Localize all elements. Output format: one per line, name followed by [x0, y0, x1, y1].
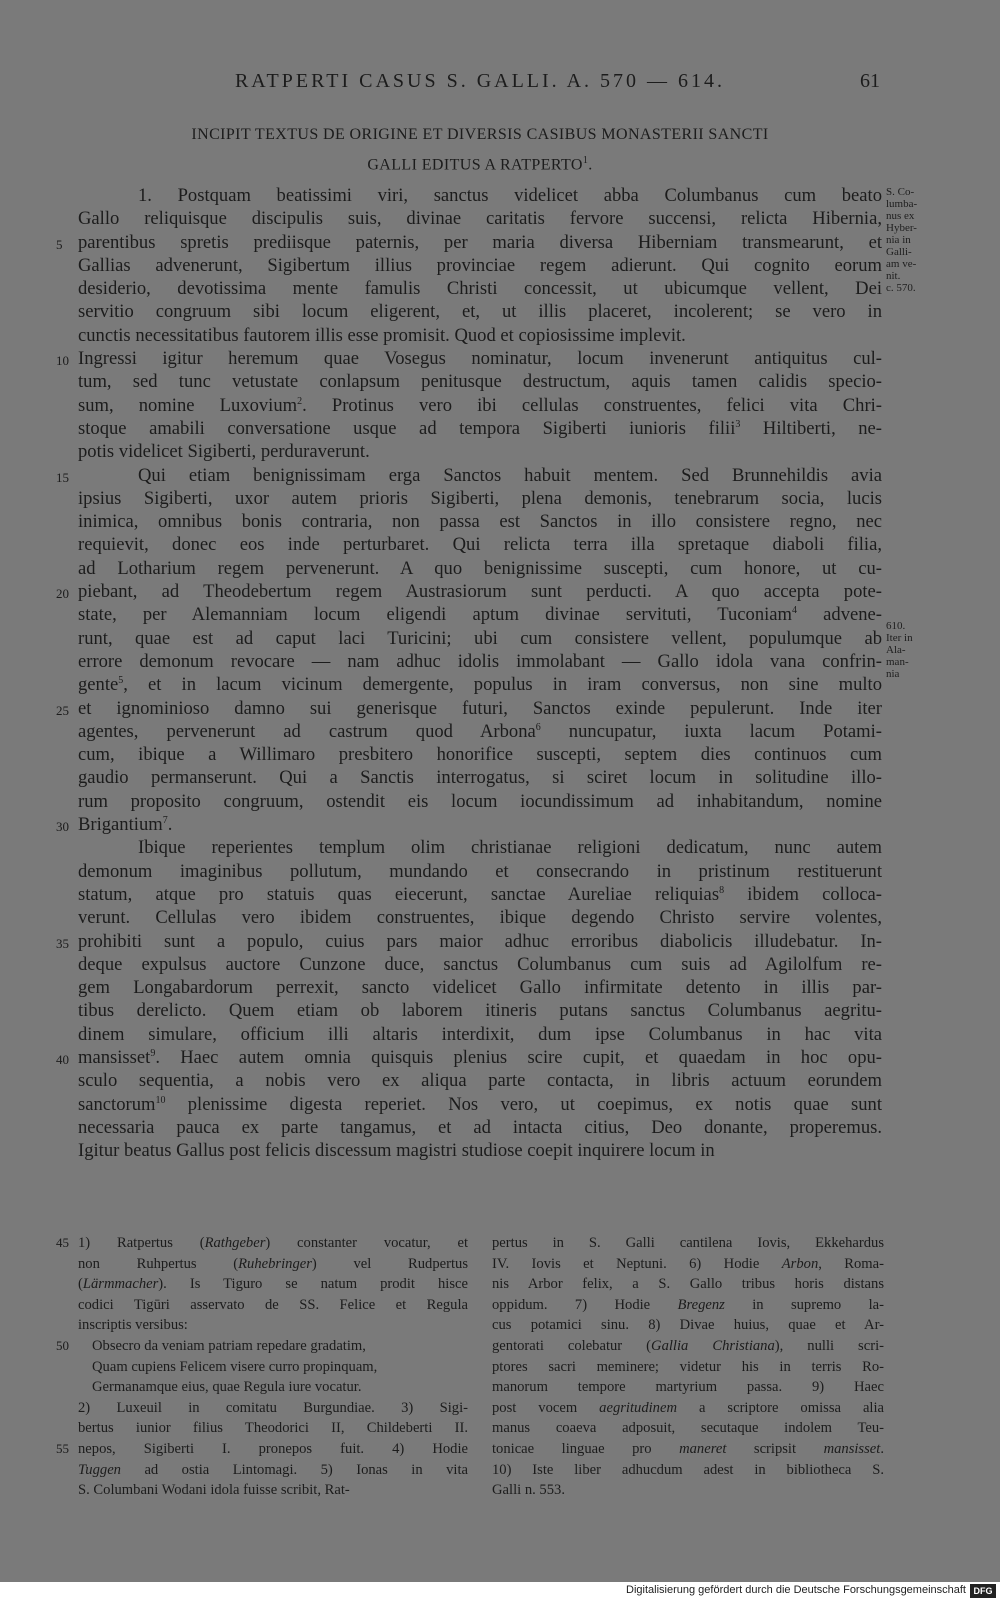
footnote-line [78, 1398, 468, 1419]
text-line [78, 720, 882, 743]
text-segment: inscriptis versibus: [78, 1317, 188, 1334]
text-line [78, 673, 882, 696]
text-segment: manus coaeva adposuit, secutaque indolem Teu- [492, 1420, 884, 1437]
footnote-ref: 9 [150, 1047, 156, 1059]
text-segment: runt, quae est ad caput laci Turicini; ubi cum consistere vellent, populumque ab [78, 627, 882, 649]
text-line [78, 860, 882, 883]
text-line [78, 580, 882, 603]
text-segment: servitio congruum sibi locum eligerent, et, ut illis placeret, incolerent; se vero in [78, 301, 882, 323]
text-line [78, 231, 882, 254]
text-segment: ipsius Sigiberti, uxor autem prioris Sigiberti, plena demonis, tenebrarum socia, lucis [78, 487, 882, 509]
text-line [78, 533, 882, 556]
text-line [78, 743, 882, 766]
text-segment: Quam cupiens Felicem visere curro propinquam, [92, 1358, 378, 1375]
text-segment: 1) Ratpertus ( [78, 1235, 205, 1251]
text-line [78, 1023, 882, 1046]
text-line [78, 557, 882, 580]
footnote-line [492, 1377, 884, 1398]
text-line [78, 1093, 882, 1116]
footnote-line [492, 1398, 884, 1419]
text-segment: . Protinus vero ibi cellulas construentes, felici vita Chri- [302, 394, 882, 416]
line-number: 5 [56, 236, 63, 252]
text-line [78, 277, 882, 300]
text-line [78, 487, 882, 510]
footnote-line [78, 1315, 468, 1336]
text-segment: oppidum. 7) Hodie [492, 1296, 678, 1313]
line-number: 25 [56, 702, 69, 718]
text-segment: Qui etiam benignissimam erga Sanctos habuit mentem. Sed Brunnehildis avia [138, 464, 882, 486]
text-segment: deque expulsus auctore Cunzone duce, sanctus Columbanus cum suis ad Agilolfum re- [78, 953, 882, 975]
text-segment: nis Arbor felix, a S. Gallo tribus horis distans [492, 1276, 884, 1293]
text-segment: requievit, donec eos inde perturbaret. Qui relicta terra illa spretaque diaboli filia, [78, 534, 882, 556]
text-segment: inimica, omnibus bonis contraria, non passa est Sanctos in illo consistere regno, nec [78, 511, 882, 533]
text-segment: prohibiti sunt a populo, cuius pars maior adhuc erroribus diabolicis illudebatur. In- [78, 930, 882, 952]
footnote-ref: 1 [582, 155, 589, 166]
footnote-ref: 3 [735, 418, 741, 430]
text-line [78, 766, 882, 789]
margin-note-line: nus ex [886, 210, 915, 222]
text-segment: ad Lotharium regem pervenerunt. A quo benignissime suscepti, cum honore, ut cu- [78, 557, 882, 579]
text-segment: Gallias advenerunt, Sigibertum illius provinciae regem adierunt. Qui cognito eorum [78, 254, 882, 276]
footnote-line-number: 55 [56, 1441, 69, 1456]
text-segment: verunt. Cellulas vero ibidem construentes, ibique degendo Christo servire volentes, [78, 907, 882, 929]
text-line [78, 790, 882, 813]
text-line [78, 254, 882, 277]
text-segment: nepos, Sigiberti I. pronepos fuit. 4) Hodie [78, 1440, 468, 1457]
text-segment: ) vel Rudpertus [311, 1255, 468, 1272]
margin-note-line: nit. [886, 270, 901, 282]
text-line [78, 883, 882, 906]
margin-note-line: man- [886, 656, 909, 668]
text-segment: agentes, pervenerunt ad castrum quod Arbona [78, 720, 536, 742]
text-line [78, 1046, 882, 1069]
italic-term: Lärmmacher [82, 1276, 159, 1293]
text-line [78, 324, 882, 347]
footnote-line [78, 1460, 468, 1481]
text-segment: Obsecro da veniam patriam repedare gradatim, [92, 1337, 366, 1354]
chapter-heading [80, 122, 880, 178]
text-line [78, 1069, 882, 1092]
footnote-line [78, 1295, 468, 1316]
text-segment: state, per Alemanniam locum eligendi aptum divinae servituti, Tuconiam [78, 604, 793, 626]
margin-note-line: S. Co- [886, 186, 915, 198]
text-segment: gentorati colebatur ( [492, 1337, 652, 1354]
footnote-ref: 4 [792, 605, 798, 617]
text-segment: pertus in S. Galli cantilena Iovis, Ekkehardus [492, 1235, 884, 1251]
footnote-line [492, 1295, 884, 1316]
margin-note-line: lumba- [886, 198, 918, 210]
italic-term: Arbon [781, 1255, 819, 1272]
heading-line-1: INCIPIT TEXTUS DE ORIGINE ET DIVERSIS CASIBUS MONASTERII SANCTI [191, 126, 769, 143]
text-segment: potis videlicet Sigiberti, perduraverunt. [78, 441, 370, 463]
footer-bar [0, 1582, 1000, 1601]
footnote-line [78, 1254, 468, 1275]
text-segment: in supremo la- [724, 1296, 885, 1313]
footnote-line [492, 1418, 884, 1439]
text-segment: ), nulli scri- [774, 1337, 884, 1354]
footnote-ref: 2 [297, 395, 303, 407]
running-title: RATPERTI CASUS S. GALLI. A. 570 — 614. [234, 70, 726, 92]
line-number: 30 [56, 819, 69, 835]
text-line [78, 930, 882, 953]
text-segment: Germanamque eius, quae Regula iure vocatur. [92, 1379, 362, 1396]
line-number: 20 [56, 586, 69, 602]
text-segment: ibidem colloca- [724, 883, 882, 905]
margin-note-line: nia in [886, 234, 911, 246]
text-line [78, 370, 882, 393]
footnote-line [78, 1336, 468, 1357]
margin-note-line: Hyber- [886, 222, 917, 234]
text-line [78, 347, 882, 370]
text-segment: piebant, ad Theodebertum regem Austrasiorum sunt perducti. A quo accepta pote- [78, 581, 882, 603]
footnotes-right-column [492, 1233, 884, 1501]
footnote-line [78, 1357, 468, 1378]
footnote-line [78, 1418, 468, 1439]
footnote-line [78, 1377, 468, 1398]
text-segment: , et in lacum vicinum demergente, populus in iram conversus, non sine multo [123, 674, 882, 696]
text-segment: ad ostia Lintomagi. 5) Ionas in vita [120, 1461, 468, 1478]
text-segment: gaudio permanserunt. Qui a Sanctis interrogatus, si sciret locum in solitudine illo- [78, 767, 882, 789]
text-segment: , Roma- [818, 1255, 884, 1272]
text-segment: rum proposito congruum, ostendit eis locum iocundissimum ad inhabitandum, nomine [78, 790, 882, 812]
text-segment: ptores sacri meminere; videtur his in terris Ro- [492, 1358, 884, 1375]
text-segment: Ibique reperientes templum olim christianae religioni dedicatum, nunc autem [138, 837, 882, 859]
footnote-line [492, 1439, 884, 1460]
footnote-ref: 10 [155, 1094, 166, 1106]
footnote-line [78, 1274, 468, 1295]
margin-note-line: Galli- [886, 246, 912, 258]
text-line [78, 697, 882, 720]
italic-term: Bregenz [677, 1296, 725, 1313]
margin-note-alemannia [886, 620, 946, 680]
text-line [78, 650, 882, 673]
text-segment: et ignominioso damno sui generisque futuri, Sanctos exinde pepulerunt. Inde iter [78, 697, 882, 719]
text-segment: nuncupatur, iuxta lacum Potami- [540, 720, 882, 742]
text-line [78, 394, 882, 417]
footnote-line [492, 1460, 884, 1481]
footnote-line [492, 1233, 884, 1254]
text-line [78, 603, 882, 626]
text-segment: Hiltiberti, ne- [740, 417, 882, 439]
text-segment: ). Is Tiguro se natum prodit hisce [158, 1276, 468, 1293]
footnote-line-number: 50 [56, 1338, 69, 1353]
text-line [78, 999, 882, 1022]
footnote-line-number: 45 [56, 1235, 69, 1250]
line-number: 15 [56, 469, 69, 485]
text-line [78, 1116, 882, 1139]
footnote-line [492, 1357, 884, 1378]
text-segment: errore demonum revocare — nam adhuc idolis immolabant — Gallo idola vana confrin- [78, 650, 882, 672]
text-line [78, 417, 882, 440]
text-segment: non Ruhpertus ( [78, 1255, 239, 1272]
italic-term: maneret [679, 1440, 727, 1457]
italic-term: Rathgeber [204, 1235, 266, 1251]
text-segment: . [167, 814, 173, 836]
text-segment: 2) Luxeuil in comitatu Burgundiae. 3) Sigi- [78, 1399, 468, 1416]
margin-note-columbanus [886, 186, 946, 294]
text-segment: tibus derelicto. Quem etiam ob laborem itineris putans sanctus Columbanus aegritu- [78, 1000, 882, 1022]
italic-term: aegritudinem [599, 1399, 677, 1416]
text-segment: Ingressi igitur heremum quae Vosegus nominatur, locum invenerunt antiquitus cul- [78, 348, 882, 370]
text-line [78, 906, 882, 929]
margin-note-line: Iter in [886, 632, 913, 644]
text-line [78, 953, 882, 976]
text-segment: manorum tempore martyrium passa. 9) Haec [492, 1379, 884, 1396]
text-line [78, 1139, 882, 1162]
text-segment: cus potamici sinu. 8) Divae huius, quae et Ar- [492, 1317, 884, 1334]
page-number: 61 [860, 70, 880, 92]
text-segment: 10) Iste liber adhucdum adest in bibliotheca S. [492, 1461, 884, 1478]
footnote-line [78, 1480, 468, 1501]
text-segment: Galli n. 553. [492, 1482, 565, 1499]
text-segment: codici Tigūri asservato de SS. Felice et Regula [78, 1296, 468, 1313]
text-segment: desiderio, devotissima mente famulis Christi concessit, ut ubicumque vellent, Dei [78, 278, 882, 300]
text-segment: sculo sequentia, a nobis vero ex aliqua parte contacta, in libris actuum eorundem [78, 1070, 882, 1092]
text-segment: sanctorum [78, 1093, 156, 1115]
footnotes-left-column [78, 1233, 468, 1501]
footnote-ref: 7 [162, 814, 168, 826]
text-line [78, 464, 882, 487]
text-segment: . [880, 1440, 884, 1457]
text-segment: cum, ibique a Willimaro presbitero honorifice suscepti, septem dies continuos cum [78, 744, 882, 766]
text-segment: bertus iunior filius Theodorici II, Childeberti II. [78, 1420, 468, 1437]
text-segment: gente [78, 674, 119, 696]
italic-term: Ruhebringer [238, 1255, 312, 1272]
text-line [78, 300, 882, 323]
text-segment: . Haec autem omnia quisquis plenius scire cupit, et quaedam in hoc opu- [155, 1046, 882, 1068]
dfg-logo: DFG [970, 1584, 996, 1598]
text-line [78, 976, 882, 999]
footnote-ref: 6 [535, 721, 541, 733]
text-segment: 1. Postquam beatissimi viri, sanctus videlicet abba Columbanus cum beato [138, 185, 882, 206]
text-line [78, 207, 882, 230]
text-segment: scripsit [726, 1440, 824, 1457]
text-segment: sum, nomine Luxovium [78, 394, 298, 416]
text-line [78, 813, 882, 836]
heading-line-2: GALLI EDITUS A RATPERTO$^1$. [367, 155, 593, 174]
text-segment: Gallo reliquisque discipulis suis, divinae caritatis fervore succensi, relicta Hibernia, [78, 208, 882, 230]
text-segment: advene- [797, 604, 882, 626]
text-segment: stoque amabili conversatione usque ad tempora Sigiberti iunioris filii [78, 417, 736, 439]
footnote-ref: 8 [719, 884, 725, 896]
line-number: 35 [56, 935, 69, 951]
text-segment: parentibus spretis prediisque paternis, per maria diversa Hiberniam transmearunt, et [78, 231, 882, 253]
page-header [0, 70, 1000, 100]
text-segment: mansisset [78, 1046, 151, 1068]
margin-note-line: c. 570. [886, 282, 916, 294]
footnote-line [492, 1254, 884, 1275]
italic-term: Tuggen [78, 1461, 121, 1478]
italic-term: mansisset [823, 1440, 881, 1457]
text-line [78, 627, 882, 650]
italic-term: Gallia Christiana [651, 1337, 775, 1354]
footnote-line [78, 1233, 468, 1254]
line-number: 10 [56, 353, 69, 369]
footnote-line [78, 1439, 468, 1460]
text-segment: IV. Iovis et Neptuni. 6) Hodie [492, 1255, 782, 1272]
margin-note-line: am ve- [886, 258, 917, 270]
text-segment: dinem simulare, officium illi altaris interdixit, dum ipse Columbanus in hac vita [78, 1023, 882, 1045]
footnote-line [492, 1274, 884, 1295]
text-segment: ( [78, 1276, 83, 1293]
text-segment: post vocem [492, 1399, 600, 1416]
text-segment: S. Columbani Wodani idola fuisse scribit, Rat- [78, 1482, 350, 1499]
margin-note-line: nia [886, 668, 900, 680]
text-segment: Brigantium [78, 814, 163, 836]
text-line [78, 510, 882, 533]
text-line [78, 184, 882, 207]
footer-credit: Digitalisierung gefördert durch die Deutsche Forschungsgemeinschaft [626, 1584, 966, 1596]
text-line [78, 836, 882, 859]
footnote-ref: 5 [118, 675, 124, 687]
footnote-line [492, 1336, 884, 1357]
text-segment: necessaria pauca ex parte tangamus, et ad intacta citius, Deo donante, properemus. [78, 1116, 882, 1138]
text-segment: demonum imaginibus pollutum, mundando et consecrando in pristinum restituerunt [78, 860, 882, 882]
margin-note-line: Ala- [886, 644, 906, 656]
text-line [78, 440, 882, 463]
text-segment: gem Longabardorum perrexit, sancto videlicet Gallo infirmitate detento in illis par- [78, 977, 882, 999]
footnote-line [492, 1480, 884, 1501]
text-segment: plenissime digesta reperiet. Nos vero, ut coepimus, ex notis quae sunt [165, 1093, 882, 1115]
text-segment: a scriptore omissa alia [677, 1399, 885, 1416]
text-segment: tonicae linguae pro [492, 1440, 680, 1457]
footnote-line [492, 1315, 884, 1336]
margin-note-line: 610. [886, 620, 906, 632]
text-segment: ) constanter vocatur, et [265, 1235, 468, 1251]
text-segment: tum, sed tunc vetustate conlapsum penitusque destructum, aquis tamen calidis specio- [78, 371, 882, 393]
text-segment: Igitur beatus Gallus post felicis discessum magistri studiose coepit inquirere locum in [78, 1140, 715, 1162]
body-text [78, 184, 882, 1162]
text-segment: cunctis necessitatibus fautorem illis esse promisit. Quod et copiosissime implevit. [78, 324, 686, 346]
text-segment: statum, atque pro statuis quas eiecerunt, sanctae Aureliae reliquias [78, 883, 720, 905]
line-number: 40 [56, 1052, 69, 1068]
